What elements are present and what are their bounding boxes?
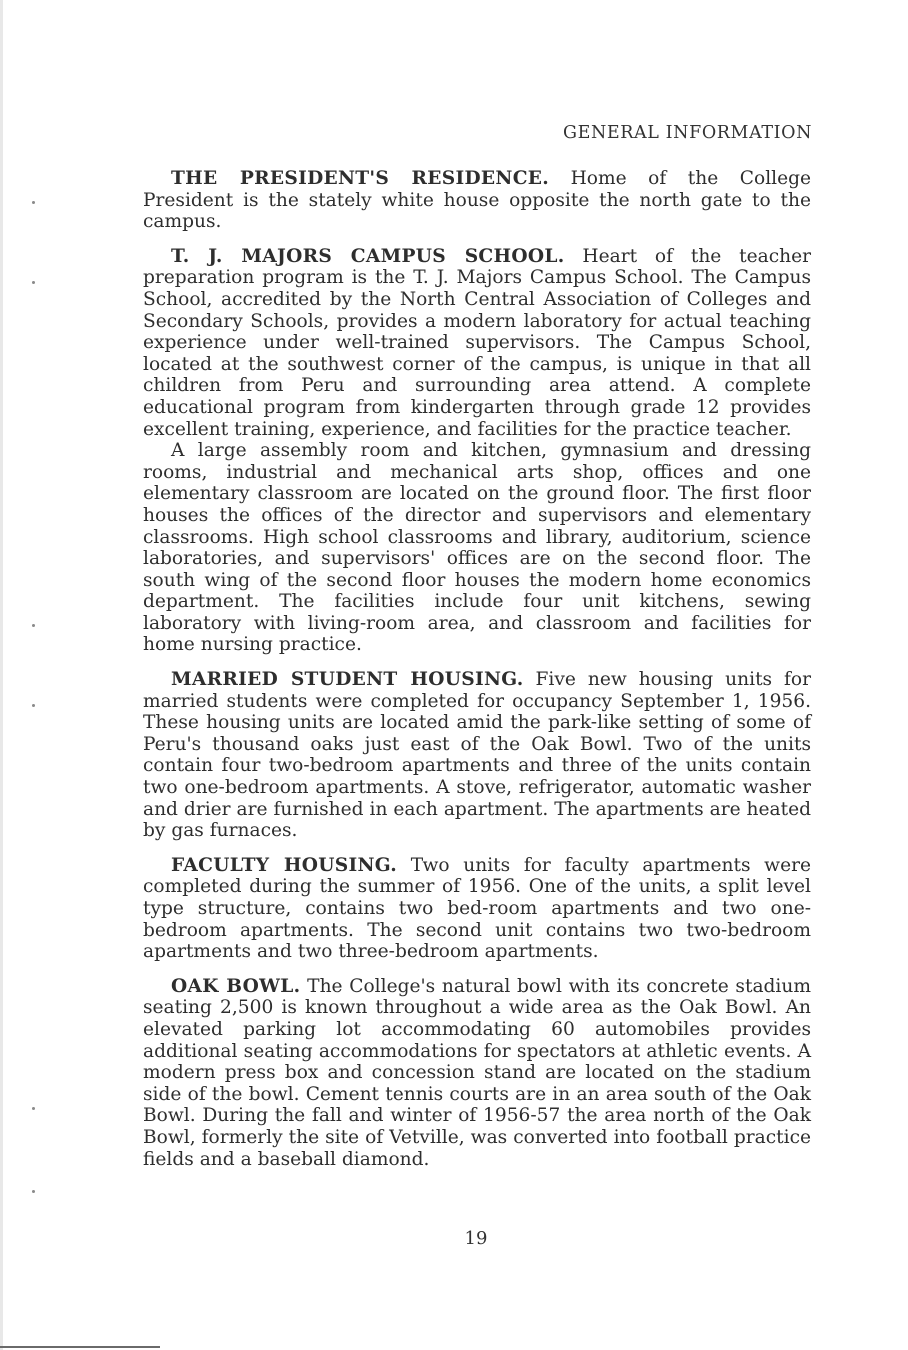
binding-hole-mark xyxy=(32,281,35,284)
binding-hole-mark xyxy=(32,1190,35,1193)
paragraph-text: Two units for faculty apartments were completed during the summer of 1956. One of the units, a split level type structure, contains two bed-room apartments and two one-bedroom apartments. The second unit contains two two-bedroom apartments and two three-bedroom apartments. xyxy=(143,854,811,963)
section-heading: MARRIED STUDENT HOUSING. xyxy=(171,669,524,691)
section-heading: T. J. MAJORS CAMPUS SCHOOL. xyxy=(171,245,565,267)
paragraph-presidents-residence xyxy=(143,168,811,233)
binding-hole-mark xyxy=(32,624,35,627)
paragraph-text: Five new housing units for married students were completed for occupancy September 1, 1956. These housing units are located amid the park-like setting of some of Peru's thousand oaks just east of the Oak Bowl. Two of the units contain four two-bedroom apartments and three of the units contain two one-bedroom apartments. A stove, refrigerator, automatic washer and drier are furnished in each apartment. The apartments are heated by gas furnaces. xyxy=(143,669,812,842)
paragraph-oak-bowl xyxy=(143,976,811,1170)
paragraph-text: Home of the College President is the stately white house opposite the north gate to the campus. xyxy=(143,168,811,233)
paragraph-text: Heart of the teacher preparation program is the T. J. Majors Campus School. The Campus School, accredited by the North Central Association of Colleges and Secondary Schools, provides a modern laboratory for actual teaching experience under well-trained supervisors. The Campus School, located at the southwest corner of the campus, is unique in that all children from Peru and surrounding area attend. A complete educational program from kindergarten through grade 12 provides excellent training, experience, and facilities for the practice teacher. xyxy=(143,245,811,440)
running-head: GENERAL INFORMATION xyxy=(563,123,812,143)
binding-hole-mark xyxy=(32,1107,35,1110)
paragraph-faculty-housing xyxy=(143,855,811,963)
binding-hole-mark xyxy=(32,201,35,204)
paragraph-married-student-housing xyxy=(143,669,811,842)
section-heading: OAK BOWL. xyxy=(171,975,301,997)
page-edge xyxy=(0,0,3,1350)
paragraph-campus-school xyxy=(143,246,811,440)
binding-hole-mark xyxy=(32,704,35,707)
paragraph-text: A large assembly room and kitchen, gymnasium and dressing rooms, industrial and mechanical arts shop, offices and one elementary classroom are located on the ground floor. The first floor houses the offices of the director and supervisors and elementary classrooms. High school classrooms and library, auditorium, science laboratories, and supervisors' offices are on the second floor. The south wing of the second floor houses the modern home economics department. The facilities include four unit kitchens, sewing laboratory with living-room area, and classroom and facilities for home nursing practice. xyxy=(143,440,811,656)
section-heading: THE PRESIDENT'S RESIDENCE. xyxy=(171,168,550,189)
page-bottom-edge xyxy=(0,1346,160,1348)
page-number: 19 xyxy=(464,1228,488,1249)
page-body xyxy=(143,168,811,1170)
paragraph-campus-school-facilities xyxy=(143,440,811,656)
section-heading: FACULTY HOUSING. xyxy=(171,854,398,876)
paragraph-text: The College's natural bowl with its concrete stadium seating 2,500 is known throughout a wide area as the Oak Bowl. An elevated parking lot accommodating 60 automobiles provides additional seating accommodations for spectators at athletic events. A modern press box and concession stand are located on the stadium side of the bowl. Cement tennis courts are in an area south of the Oak Bowl. During the fall and winter of 1956-57 the area north of the Oak Bowl, formerly the site of Vetville, was converted into football practice fields and a baseball diamond. xyxy=(143,975,811,1170)
